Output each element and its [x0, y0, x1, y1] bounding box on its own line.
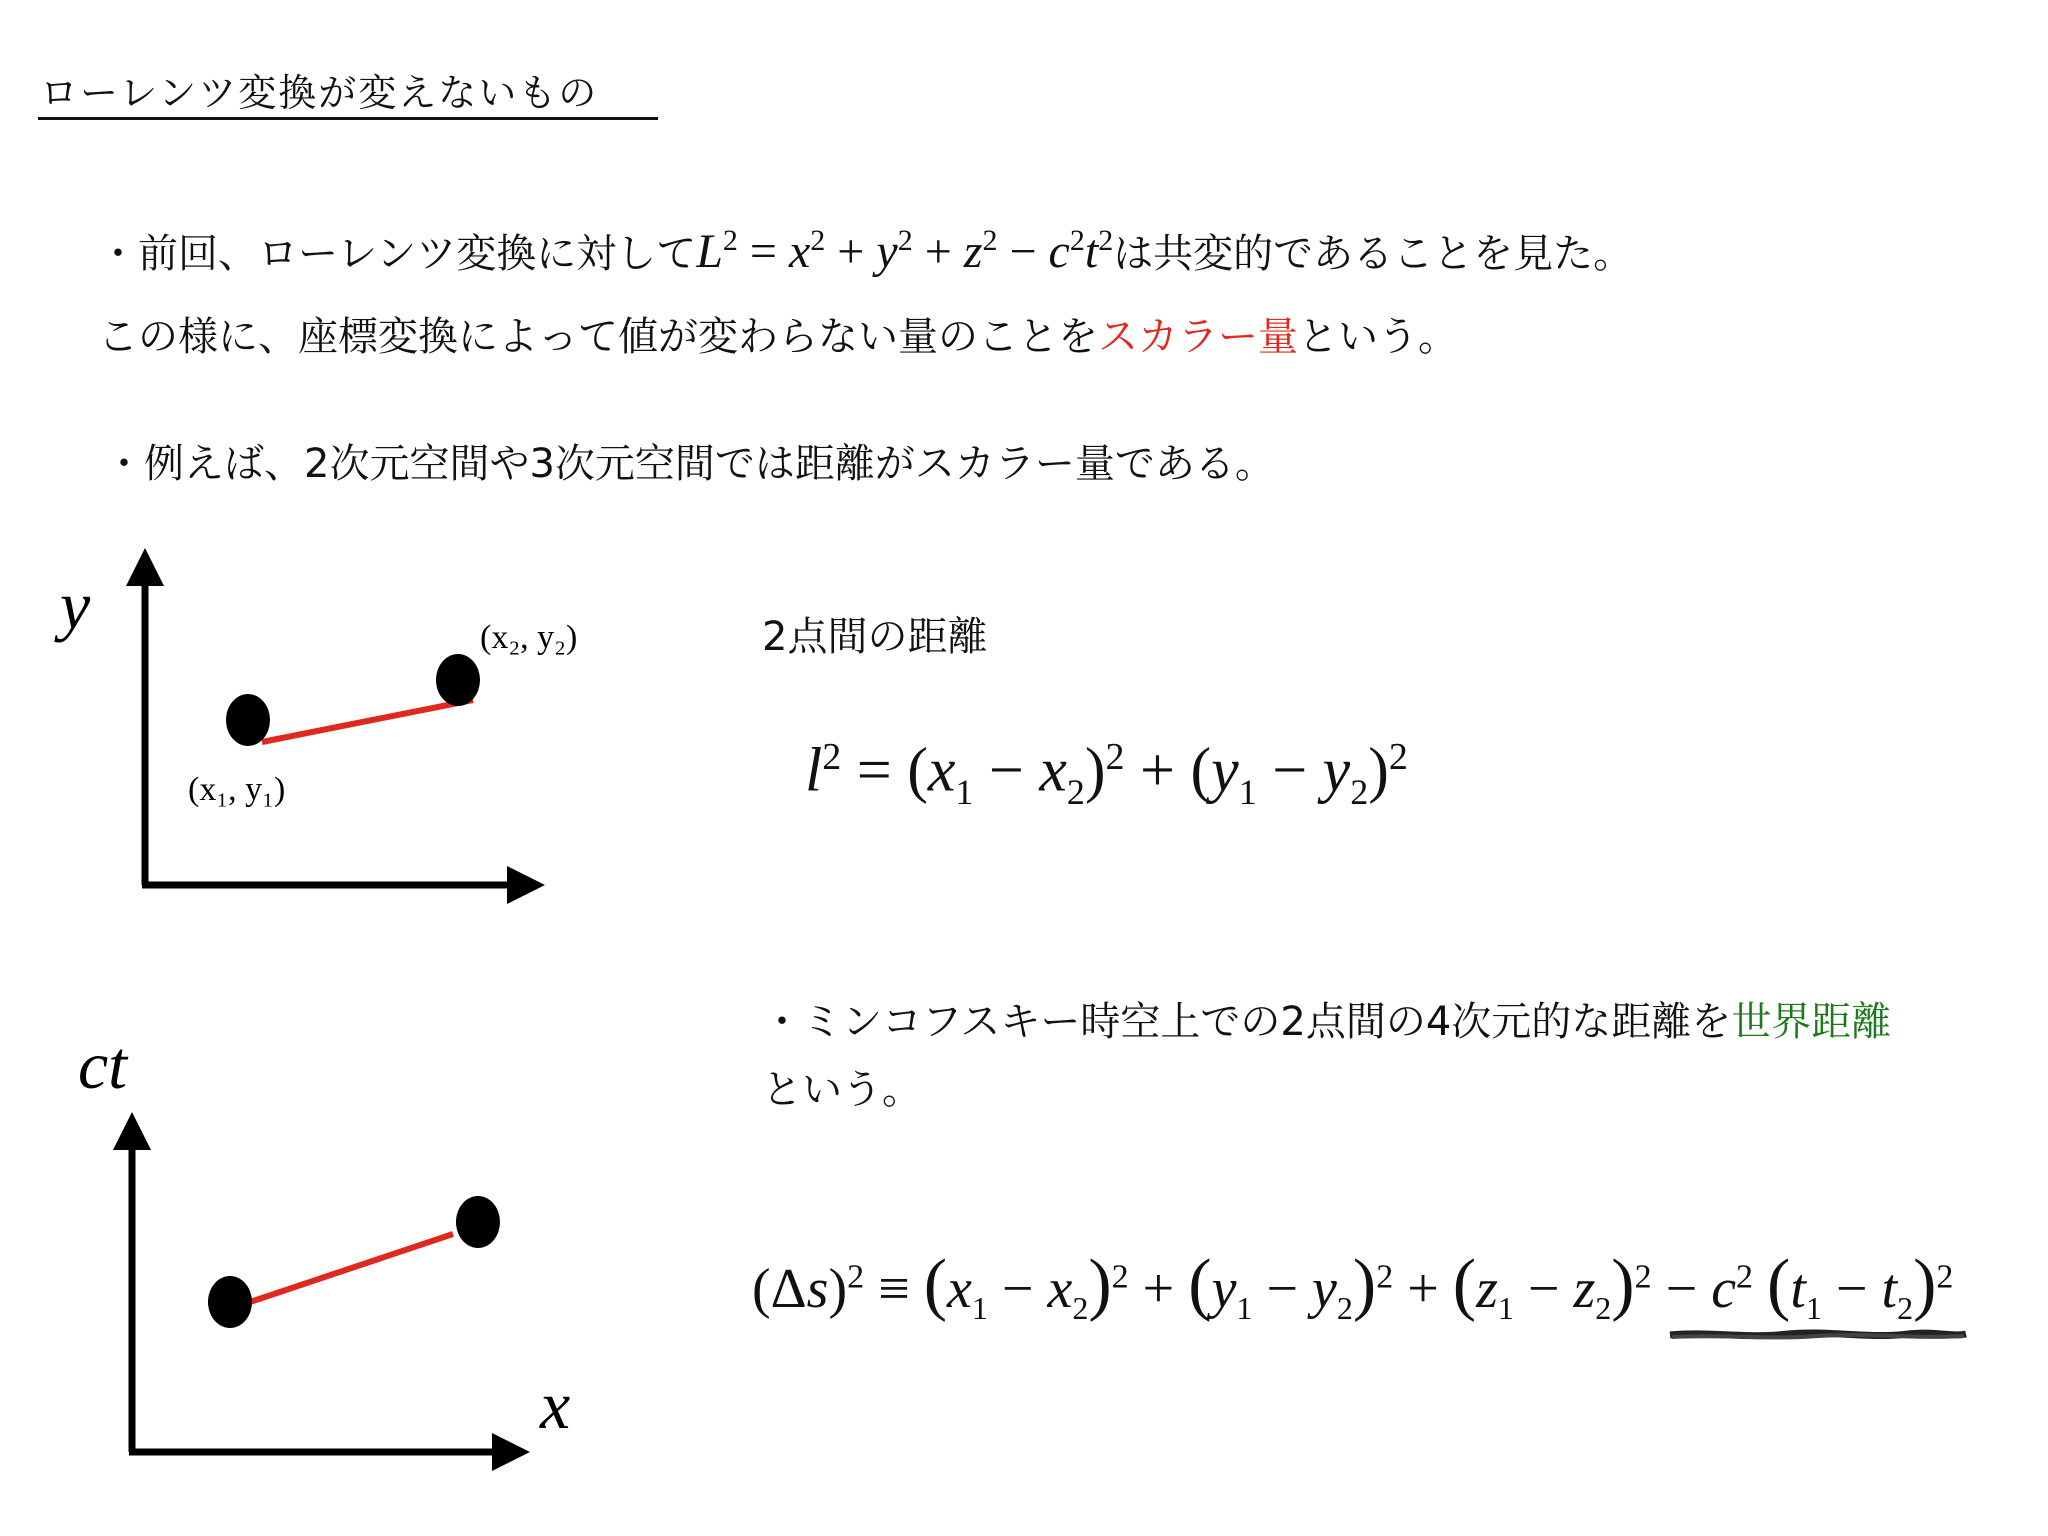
distance-formula: $l^2 = (x_1 - x_2)^2 + (y_1 - y_2)^2$	[805, 736, 1408, 813]
distance-segment	[262, 700, 473, 742]
distance-heading: 2点間の距離	[762, 614, 988, 660]
intro-line-1-suffix: は共変的であることを見た。	[1113, 231, 1634, 277]
title-underline	[38, 117, 658, 120]
point-1-label: (x₁, y₁)	[188, 771, 286, 808]
minkowski-line-2: という。	[762, 1067, 922, 1113]
interval-segment	[250, 1234, 453, 1302]
x-axis-label: x	[540, 1367, 571, 1443]
diagram-2d	[40, 540, 580, 920]
y-axis-label: y	[60, 567, 91, 643]
intro-line-2-prefix: この様に、座標変換によって値が変わらない量のことを	[98, 314, 1098, 360]
x-axis	[142, 866, 545, 904]
intro-line-3: ・例えば、2次元空間や3次元空間では距離がスカラー量である。	[104, 441, 1275, 487]
diagram-spacetime	[60, 1020, 600, 1490]
intro-line-1-prefix: ・前回、ローレンツ変換に対して	[98, 231, 697, 277]
point-1	[226, 694, 270, 746]
ct-axis	[113, 1112, 151, 1452]
scalar-term: スカラー量	[1098, 314, 1298, 360]
intro-line-1	[98, 222, 1633, 279]
point-2	[436, 654, 480, 706]
event-2	[456, 1196, 500, 1248]
intro-line-2-suffix: という。	[1298, 314, 1458, 360]
time-term-underline	[1668, 1328, 1968, 1342]
point-2-label: (x₂, y₂)	[480, 619, 578, 656]
world-distance-formula: $(\Delta s)^2 \equiv (x_1 - x_2)^2 + (y_1 - y_2)^2 + (z_1 - z_2)^2 - c^2$ $(t_1 - t_2)^2$	[752, 1246, 1954, 1327]
page-title: ローレンツ変換が変えないもの	[40, 71, 599, 115]
ct-axis-label: ct	[78, 1027, 128, 1103]
event-1	[208, 1276, 252, 1328]
intro-line-2	[98, 305, 1458, 362]
world-distance-term: 世界距離	[1731, 999, 1892, 1045]
y-axis	[126, 548, 164, 885]
minkowski-line-1	[762, 990, 1891, 1047]
interval-expression: $L^2 = x^2 + y^2 + z^2 - c^2t^2$	[696, 224, 1114, 278]
minkowski-line-1-prefix: ・ミンコフスキー時空上での2点間の4次元的な距離を	[762, 999, 1732, 1045]
x-axis-st	[129, 1433, 530, 1471]
